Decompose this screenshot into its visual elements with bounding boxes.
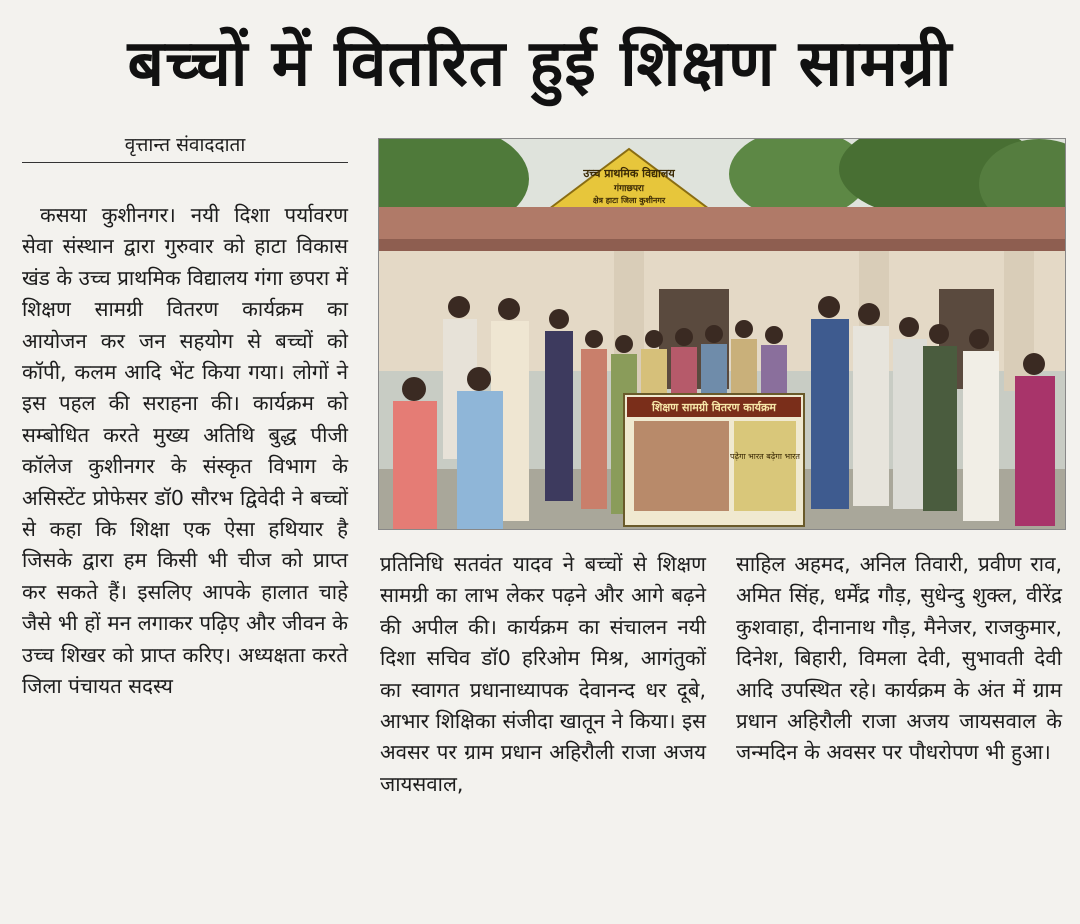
school-sign-line1: उच्च प्राथमिक विद्यालय [583,167,675,180]
school-sign-line2: गंगाछपरा [614,184,644,194]
banner-title: शिक्षण सामग्री वितरण कार्यक्रम [652,401,776,414]
news-photo [378,138,1066,530]
poster-text: पढ़ेगा भारत बढ़ेगा भारत [730,452,800,461]
school-sign-line3: क्षेत्र हाटा जिला कुशीनगर [592,196,666,205]
headline: बच्चों में वितरित हुई शिक्षण सामग्री [127,27,953,101]
article-column-3: साहिल अहमद, अनिल तिवारी, प्रवीण राव, अमित सिंह, धर्मेंद्र गौड़, सुधेन्दु शुक्ल, वीरेंद्र कुशवाहा, दीनानाथ गौड़, मैनेजर, राजकुमार, दिनेश, बिहारी, विमला देवी, सुभावती देवी आदि उपस्थित रहे। कार्यक्रम के अंत में ग्राम प्रधान अहिरौली राजा अजय जायसवाल के जन्मदिन के अवसर पर पौधरोपण भी हुआ। [736,552,1062,765]
article-column-1: कसया कुशीनगर। नयी दिशा पर्यावरण सेवा संस्थान द्वारा गुरुवार को हाटा विकास खंड के उच्च प्राथमिक विद्यालय गंगा छपरा में शिक्षण सामग्री वितरण कार्यक्रम का आयोजन कर जन सहयोग से बच्चों को कॉपी, कलम आदि भेंट किया गया। लोगों ने इस पहल की सराहना की। कार्यक्रम को सम्बोधित करते मुख्य अतिथि बुद्ध पीजी कॉलेज कुशीनगर के संस्कृत विभाग के असिस्टेंट प्रोफेसर डॉ0 सौरभ द्विवेदी ने बच्चों से कहा कि शिक्षा एक ऐसा हथियार है जिसके द्वारा हम किसी भी चीज को प्राप्त कर सकते हैं। इसलिए आपके हालात चाहे जैसे भी हों मन लगाकर पढ़िए और जीवन के उच्च शिखर को प्राप्त करिए। अध्यक्षता करते जिला पंचायत सदस्य [22,203,348,699]
article-column-2: प्रतिनिधि सतवंत यादव ने बच्चों से शिक्षण सामग्री का लाभ लेकर पढ़ने और आगे बढ़ने की अपील की। कार्यक्रम का संचालन नयी दिशा सचिव डॉ0 हरिओम मिश्र, आगंतुकों का स्वागत प्रधानाध्यापक देवानन्द धर दूबे, आभार शिक्षिका संजीदा खातून ने किया। इस अवसर पर ग्राम प्रधान अहिरौली राजा अजय जायसवाल, [380,552,706,796]
byline: वृत्तान्त संवाददाता [22,128,348,163]
